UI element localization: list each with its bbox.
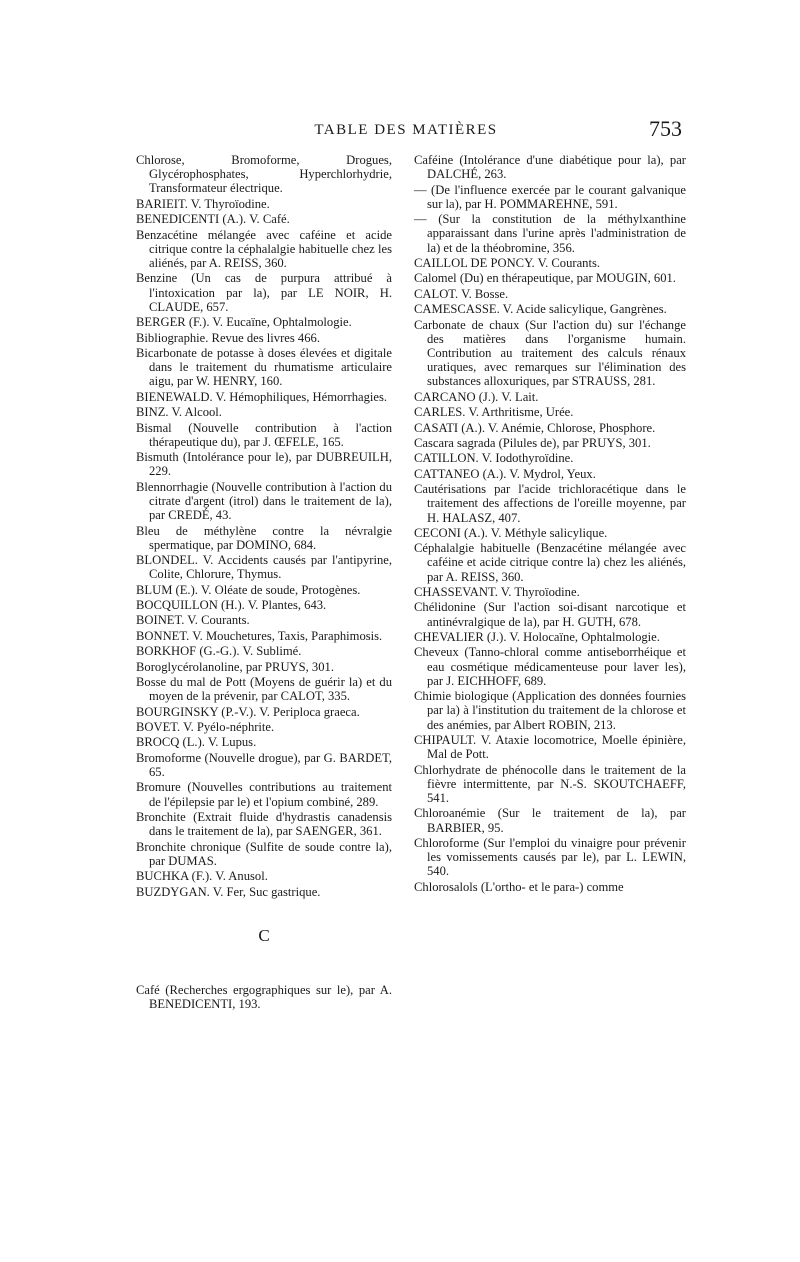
index-entry: CECONI (A.). V. Méthyle salicylique. [414, 525, 608, 540]
index-entry: Bismal (Nouvelle contribution à l'action thérapeutique du), par J. ŒFELE, 165. [136, 420, 392, 449]
index-entry: Benzine (Un cas de purpura attribué à l'intoxication par la), par LE NOIR, H. CLAUDE, 657. [136, 271, 392, 314]
index-entry: BINZ. V. Alcool. [136, 405, 222, 420]
index-entry: BONNET. V. Mouchetures, Taxis, Paraphimosis. [136, 628, 383, 643]
index-entry: CAMESCASSE. V. Acide salicylique, Gangrènes. [414, 302, 667, 317]
index-entry: Chlorose, Bromoforme, Drogues, Glycérophosphates, Hyperchlorhydrie, Transformateur électrique. [136, 153, 392, 196]
index-entry: Blennorrhagie (Nouvelle contribution à l'action du citrate d'argent (itrol) dans le traitement de la), par CREDÉ, 43. [136, 479, 392, 523]
index-entry: CHIPAULT. V. Ataxie locomotrice, Moelle épinière, Mal de Pott. [414, 733, 686, 762]
index-entry: BUCHKA (F.). V. Anusol. [136, 869, 268, 884]
index-entry: BOVET. V. Pyélo-néphrite. [136, 720, 275, 735]
right-column [414, 153, 686, 895]
index-entry: Bronchite chronique (Sulfite de soude contre la), par DUMAS. [136, 839, 392, 868]
index-entry: CALOT. V. Bosse. [414, 286, 509, 301]
index-entry: Cautérisations par l'acide trichloracétique dans le traitement des affections de l'oreille moyenne, par H. HALASZ, 407. [414, 482, 686, 525]
left-column [136, 153, 392, 1013]
index-entry: Boroglycérolanoline, par PRUYS, 301. [136, 659, 334, 674]
index-entry: BOURGINSKY (P.-V.). V. Periploca graeca. [136, 704, 360, 719]
index-entry: CASATI (A.). V. Anémie, Chlorose, Phosphore. [414, 420, 656, 435]
index-entry: CARCANO (J.). V. Lait. [414, 389, 539, 404]
index-entry: BROCQ (L.). V. Lupus. [136, 735, 257, 750]
index-entry: Chlorhydrate de phénocolle dans le traitement de la fièvre intermittente, par N.-S. SKOUTCHAEFF, 541. [414, 762, 686, 806]
index-entry: CATTANEO (A.). V. Mydrol, Yeux. [414, 466, 596, 481]
index-entry: Céphalalgie habituelle (Benzacétine mélangée avec caféine et acide citrique contre la) chez les aliénés, par A. REISS, 360. [414, 541, 686, 584]
index-entry: Cascara sagrada (Pilules de), par PRUYS, 301. [414, 435, 651, 450]
index-entry: Benzacétine mélangée avec caféine et acide citrique contre la céphalalgie habituelle chez les aliénés, par A. REISS, 360. [136, 227, 392, 270]
index-entry: BUZDYGAN. V. Fer, Suc gastrique. [136, 884, 321, 899]
index-entry: — (De l'influence exercée par le courant galvanique sur la), par H. POMMAREHNE, 591. [414, 182, 686, 211]
index-entry: CAILLOL DE PONCY. V. Courants. [414, 255, 601, 270]
index-entry: CHASSEVANT. V. Thyroïodine. [414, 585, 580, 600]
index-entry: Bromoforme (Nouvelle drogue), par G. BARDET, 65. [136, 750, 392, 780]
page-header [130, 116, 682, 146]
index-entry: BARIEIT. V. Thyroïodine. [136, 196, 270, 211]
index-entry: CATILLON. V. Iodothyroïdine. [414, 451, 574, 466]
page-number: 753 [649, 116, 682, 141]
index-entry: Bromure (Nouvelles contributions au traitement de l'épilepsie par le) et l'opium combiné, 289. [136, 780, 392, 809]
index-entry: Chimie biologique (Application des données fournies par la) à l'institution du traitement de la chlorose et des anémies, par Albert ROBIN, 213. [414, 689, 686, 732]
index-entry: BIENEWALD. V. Hémophiliques, Hémorrhagies. [136, 389, 388, 404]
index-entry: Bleu de méthylène contre la névralgie spermatique, par DOMINO, 684. [136, 523, 392, 552]
index-entry: BLUM (E.). V. Oléate de soude, Protogènes. [136, 582, 361, 597]
index-entry: BOCQUILLON (H.). V. Plantes, 643. [136, 598, 327, 613]
index-entry: Cheveux (Tanno-chloral comme antiseborrhéique et eau cosmétique médicamenteuse pour laver les), par J. EICHHOFF, 689. [414, 645, 686, 688]
index-entry: BORKHOF (G.-G.). V. Sublimé. [136, 644, 302, 659]
index-entry: Chlorosalols (L'ortho- et le para-) comme [414, 879, 624, 894]
section-letter: C [258, 925, 270, 945]
index-entry: Café (Recherches ergographiques sur le), par A. BENEDICENTI, 193. [136, 982, 392, 1012]
index-entry: Caféine (Intolérance d'une diabétique pour la), par DALCHÉ, 263. [414, 153, 686, 182]
left-after-entries [136, 983, 392, 1011]
index-entry: Bibliographie. Revue des livres 466. [136, 330, 320, 345]
index-entry: Calomel (Du) en thérapeutique, par MOUGIN, 601. [414, 271, 676, 286]
right-entries [414, 153, 686, 894]
index-entry: Chloroanémie (Sur le traitement de la), par BARBIER, 95. [414, 806, 686, 835]
index-entry: Chélidonine (Sur l'action soi-disant narcotique et antinévralgique de la), par H. GUTH, 678. [414, 600, 686, 629]
index-entry: BERGER (F.). V. Eucaïne, Ophtalmologie. [136, 315, 352, 330]
index-entry: Chloroforme (Sur l'emploi du vinaigre pour prévenir les vomissements causés par le), par L. LEWIN, 540. [414, 836, 686, 879]
index-entry: BOINET. V. Courants. [136, 613, 250, 628]
index-entry: CARLES. V. Arthritisme, Urée. [414, 405, 574, 420]
index-entry: Bronchite (Extrait fluide d'hydrastis canadensis dans le traitement de la), par SAENGER, 361. [136, 810, 392, 839]
left-entries [136, 153, 392, 899]
index-entry: BENEDICENTI (A.). V. Café. [136, 212, 290, 227]
index-entry: Bicarbonate de potasse à doses élevées et digitale dans le traitement du rhumatisme articulaire aigu, par W. HENRY, 160. [136, 345, 392, 389]
index-entry: Carbonate de chaux (Sur l'action du) sur l'échange des matières dans l'organisme humain. Contribution au traitement des calculs rénaux uratiques, avec remarques sur l'élimination des substances alloxuriques, par STRAUSS, 281. [414, 317, 686, 389]
index-entry: Bismuth (Intolérance pour le), par DUBREUILH, 229. [136, 450, 392, 479]
index-entry: Bosse du mal de Pott (Moyens de guérir la) et du moyen de la prévenir, par CALOT, 335. [136, 675, 392, 704]
index-entry: CHEVALIER (J.). V. Holocaïne, Ophtalmologie. [414, 630, 660, 645]
index-entry: BLONDEL. V. Accidents causés par l'antipyrine, Colite, Chlorure, Thymus. [136, 553, 392, 582]
running-title: TABLE DES MATIÈRES [314, 122, 498, 138]
index-entry: — (Sur la constitution de la méthylxanthine apparaissant dans l'urine après l'administration de la) et de la théobromine, 356. [414, 212, 686, 255]
